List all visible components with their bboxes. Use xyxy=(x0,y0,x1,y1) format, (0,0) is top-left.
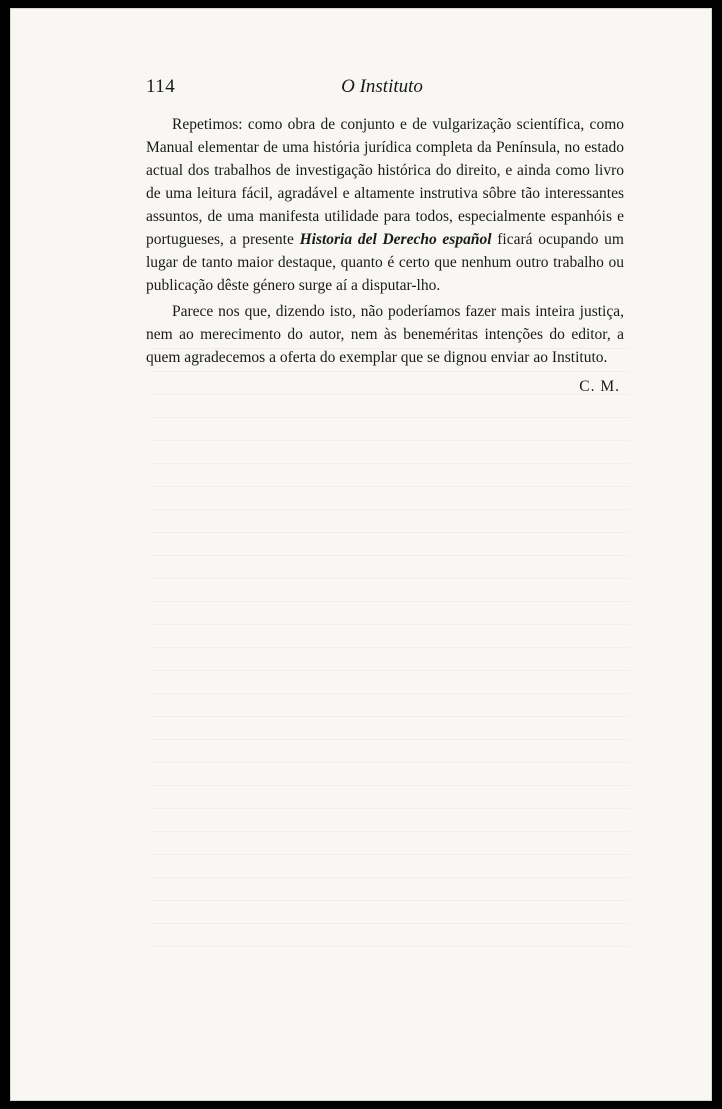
signature: C. M. xyxy=(579,378,620,395)
paragraph-1-text-before: Repetimos: como obra de conjunto e de vulgarização scientífica, como Manual elementar de uma história jurídica completa da Península, no estado actual dos trabalhos de investigação histórica do direito, e ainda como livro de uma leitura fácil, agradável e altamente instrutiva sôbre tão interessantes assuntos, de uma manifesta utilidade para todos, especialmente espanhóis e portugueses, a presente xyxy=(146,116,624,248)
running-title: O Instituto xyxy=(341,76,423,97)
paragraph-2: Parece nos que, dizendo isto, não poderíamos fazer mais inteira justiça, nem ao merecimento do autor, nem às beneméritas intenções do editor, a quem agradecemos a oferta do exemplar que se dignou enviar ao Instituto. xyxy=(146,303,624,366)
bleed-through-texture xyxy=(150,348,630,948)
page-number: 114 xyxy=(146,76,176,97)
body-text xyxy=(146,113,624,398)
page-header xyxy=(138,76,626,100)
paragraph-1-text-after: ficará ocupando um lugar de tanto maior destaque, quanto é certo que nenhum outro trabalho ou publicação dêste género surge aí a disputar-lho. xyxy=(146,231,624,294)
document-page xyxy=(10,8,712,1101)
book-title: Historia del Derecho español xyxy=(299,231,492,248)
paragraph-1 xyxy=(146,113,624,297)
